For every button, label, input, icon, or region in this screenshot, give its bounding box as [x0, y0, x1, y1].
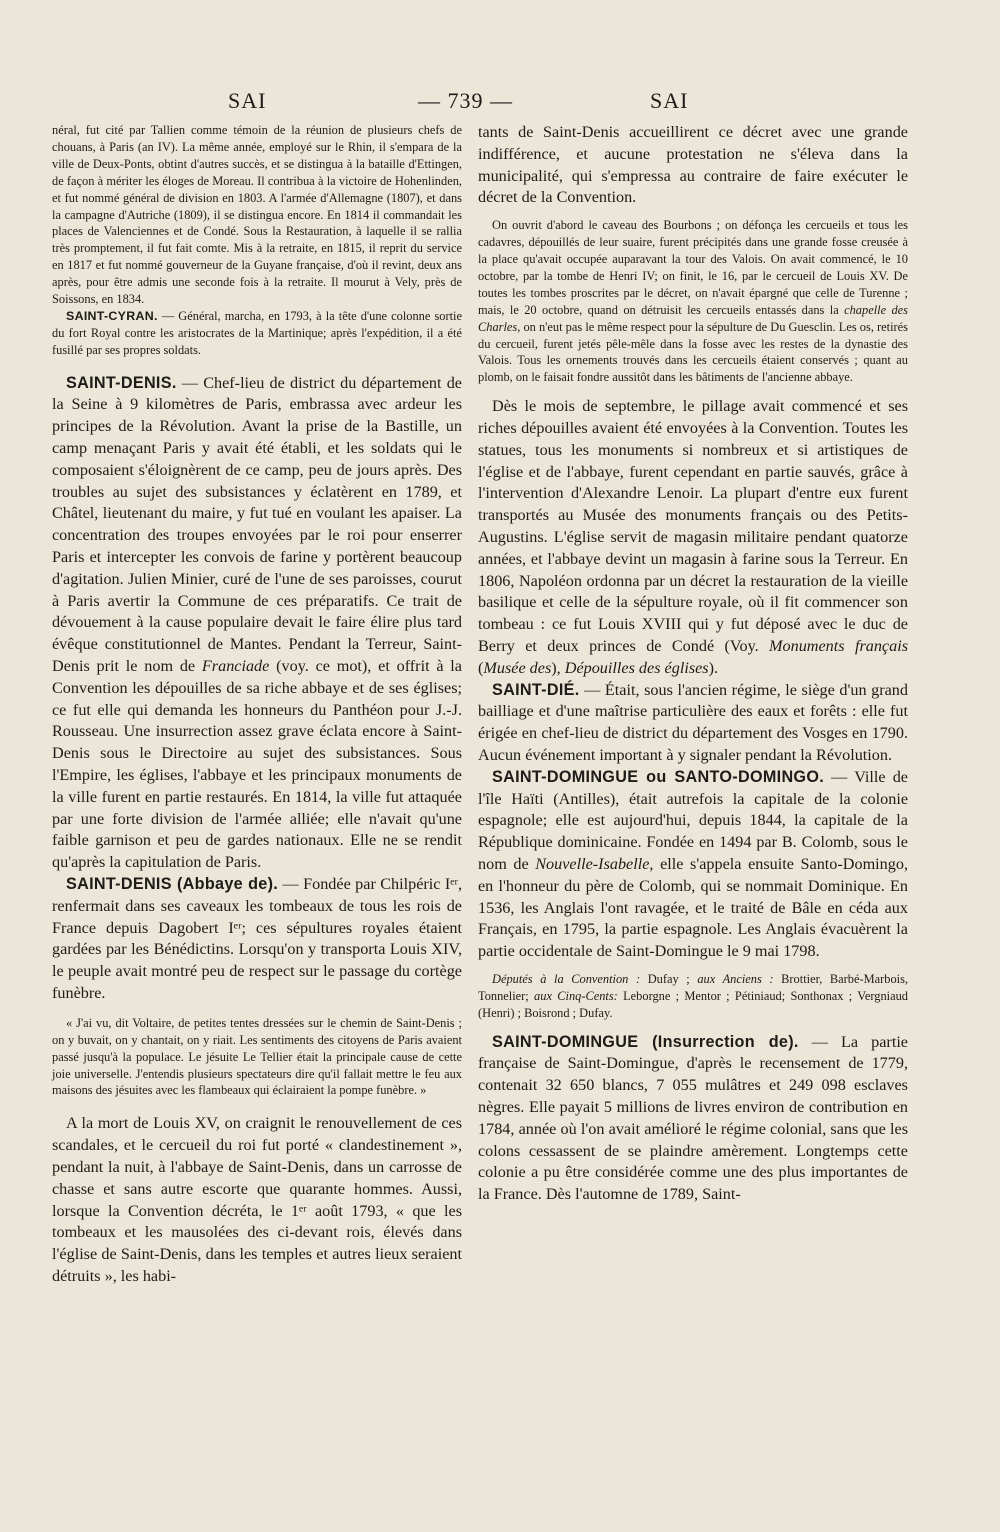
entry-saint-denis: [52, 373, 462, 874]
voltaire-quote: « J'ai vu, dit Voltaire, de petites tentes dressées sur le chemin de Saint-Denis ; on y buvait, on y chantait, on y riait. Les sentiments des citoyens de Paris avaient passé jusqu'à la populace. Le jésuite Le Tellier était la principale cause de cette joie universelle. J'entendis plusieurs spectateurs dire qu'il fallait mettre le feu aux maisons des jésuites avec les flambeaux qui éclairaient la pompe funèbre. »: [52, 1015, 462, 1098]
caveau-italic: chapelle des Charles: [478, 302, 908, 334]
headword-saint-cyran: SAINT-CYRAN.: [66, 308, 158, 323]
pillage-text-d: ).: [708, 658, 719, 677]
pillage-text-a: Dès le mois de septembre, le pillage avait commencé et ses riches dépouilles avaient été envoyées à la Convention. Toutes les statues, tous les monuments si nombreux et si artistiques de l'église et de l'abbaye, furent cependant en partie sauvés, grâce à l'intervention d'Alexandre Lenoir. La plupart d'entre eux furent transportés au Musée des monuments français ou des Petits-Augustins. L'église servit de magasin militaire pendant quatorze années, et l'abbaye devint un magasin à farine sous la Terreur. En 1806, Napoléon ordonna par un décret la restauration de la vieille basilique et celle de la sépulture royale, où il fit commencer son tombeau : ce fut Louis XVIII qui y fut déposé avec le duc de Berry et deux princes de Condé (Voy.: [478, 397, 908, 656]
caveau-text-b: , on n'eut pas le même respect pour la sépulture de Du Guesclin. Les os, retirés du cercueil, furent jetés pêle-mêle dans la fosse avec les restes de la dynastie des Valois. Tous les ornements trouvés dans les cercueils étaient conservés ; quant au plomb, on le faisait fondre aussitôt dans les bâtiments de l'ancienne abbaye.: [478, 319, 908, 385]
entry-saint-die: [478, 680, 908, 767]
pillage-italic-1: Monuments français: [769, 637, 909, 656]
deputes-text-b: Brottier, Barbé-Marbois, Tonnelier;: [478, 971, 909, 1003]
deputes-label-convention: Députés à la Convention :: [492, 971, 641, 986]
entry-saint-domingue-text-b: , elle s'appela ensuite Santo-Domingo, en l'honneur du père de Colomb, qui se nommait Dominique. En 1536, les Anglais l'ont ravagée, et le traité de Bâle en céda aux Français, en 1795, la partie espagnole. Les Anglais évacuèrent la partie occidentale de Saint-Domingue le 9 mai 1798.: [478, 854, 908, 961]
entry-saint-domingue-insurrection-text: — La partie française de Saint-Domingue, d'après le recensement de 1779, contenait 32 650 blancs, 7 055 mulâtres et 249 098 esclaves nègres. Elle payait 5 millions de livres environ de contribution en 1784, année où l'on avait amélioré le régime colonial, sans que les colons cessassent de se plaindre amèrement. Longtemps cette colonie a pu être considérée comme une des plus importantes de la France. Dès l'automne de 1789, Saint-: [478, 1032, 908, 1204]
paragraph-habitants: tants de Saint-Denis accueillirent ce décret avec une grande indifférence, et aucune protestation ne s'éleva dans la municipalité, qui s'empressa au contraire de faire exécuter le décret de la Convention.: [478, 123, 908, 207]
entry-saint-domingue: [478, 767, 908, 963]
paragraph-pillage: [478, 396, 908, 679]
headword-saint-denis: SAINT-DENIS.: [66, 373, 177, 392]
entry-saint-denis-text-b: (voy. ce mot), et offrit à la Convention les dépouilles de sa riche abbaye et de ses églises; ce fut elle qui demanda les honneurs du Panthéon pour J.-J. Rousseau. Une insurrection assez grave éclata encore à Saint-Denis sous le Directoire au sujet des subsistances. Sous l'Empire, les églises, l'abbaye et les principaux monuments de la ville furent en partie restaurés. En 1814, la ville fut attaquée par une forte division de l'armée alliée; elle n'avait qu'une faible garnison et peu de gardes nationaux. Elle ne se rendit qu'après la capitulation de Paris.: [52, 657, 462, 872]
paragraph-caveau-bourbons: [478, 217, 908, 386]
pillage-text-b: (: [478, 658, 484, 677]
pillage-text-c: ),: [551, 658, 565, 677]
pillage-italic-2: Musée des: [483, 658, 552, 677]
deputes-label-cinq-cents: aux Cinq-Cents:: [534, 988, 618, 1003]
left-column: [52, 122, 462, 1288]
entry-saint-domingue-italic: Nouvelle-Isabelle: [535, 854, 650, 873]
deputes-text-a: Dufay ;: [640, 971, 698, 986]
deputes-label-anciens: aux Anciens :: [697, 971, 774, 986]
entry-saint-denis-abbaye-text: — Fondée par Chilpéric Iᵉʳ, renfermait dans ses caveaux les tombeaux de tous les rois de France depuis Dagobert Iᵉʳ; ces sépultures royales étaient gardées par les Bénédictins. Lorsqu'on y transporta Louis XIV, le peuple avait montré peu de respect sur le passage du cortège funèbre.: [52, 875, 462, 1002]
running-head-right: SAI: [650, 88, 689, 113]
headword-saint-domingue-insurrection: SAINT-DOMINGUE (Insurrection de).: [492, 1032, 799, 1051]
pillage-italic-3: Dépouilles des églises: [564, 658, 709, 677]
deputes-text-c: Leborgne ; Mentor ; Pétiniaud; Sonthonax ; Vergniaud (Henri) ; Boisrond ; Dufay.: [478, 988, 908, 1020]
entry-saint-cyr-continued: néral, fut cité par Tallien comme témoin de la réunion de plusieurs chefs de chouans, à Paris (an IV). La même année, employé sur le Rhin, il s'empara de la ville de Deux-Ponts, obtint d'autres succès, et se distingua à la bataille d'Ettingen, de façon à mériter les éloges de Moreau. Il contribua à la victoire de Hohenlinden, et fut nommé général de division en 1803. A l'armée d'Allemagne (1807), et dans la campagne d'Autriche (1809), il se distingua encore. En 1814 il commandait les places de Valenciennes et de Condé. Sous la Restauration, à laquelle il se rallia très promptement, il fut fait comte. Mis à la retraite, en 1815, il reprit du service en 1817 et fut nommé gouverneur de la Guyane française, d'où il revint, deux ans après, pour être admis une seconde fois à la retraite. Il mourut à Vely, près de Soissons, en 1834.: [52, 123, 462, 307]
entry-saint-denis-text-a: — Chef-lieu de district du département de la Seine à 9 kilomètres de Paris, embrassa avec ardeur les principes de la Révolution. Avant la prise de la Bastille, un camp menaçant Paris y avait été établi, et les soldats qui le composaient s'éloignèrent de ce camp, peu de jours après. Des troubles au sujet des subsistances y éclatèrent en 1789, et Châtel, lieutenant du maire, y fut tué en voulant les apaiser. La concentration des troupes envoyées par le roi pour enserrer Paris et intercepter les convois de farine y portèrent beaucoup d'agitation. Julien Minier, curé de l'une de ses paroisses, courut à Paris avertir la Commune de ces préparatifs. Ce trait de dévouement à la cause populaire devait le faire élire plus tard évêque constitutionnel de Mantes. Pendant la Terreur, Saint-Denis prit le nom de: [52, 373, 462, 676]
entry-saint-domingue-insurrection: [478, 1032, 908, 1206]
page-number: — 739 —: [418, 88, 513, 113]
deputes-list: [478, 971, 908, 1022]
entry-saint-cyran-text: — Général, marcha, en 1793, à la tête d'une colonne sortie du fort Royal contre les aristocrates de la Martinique; après l'expédition, il a été fusillé par ses propres soldats.: [52, 308, 462, 357]
paragraph-louis-xv: A la mort de Louis XV, on craignit le renouvellement de ces scandales, et le cercueil du roi fut porté « clandestinement », pendant la nuit, à l'abbaye de Saint-Denis, dans un carrosse de chasse et sans autre escorte que quarante hommes. Aussi, lorsque la Convention décréta, le 1ᵉʳ août 1793, « que les tombeaux et les mausolées des ci-devant rois, élevés dans l'église de Saint-Denis, dans les temples et autres lieux seraient détruits », les habi-: [52, 1114, 462, 1285]
right-column: [478, 122, 908, 1206]
headword-saint-die: SAINT-DIÉ.: [492, 680, 580, 699]
headword-saint-domingue: SAINT-DOMINGUE ou SANTO-DOMINGO.: [492, 767, 825, 786]
entry-saint-die-text: — Était, sous l'ancien régime, le siège d'un grand bailliage et d'une maîtrise particulière des eaux et forêts : elle fut érigée en chef-lieu de district du département des Vosges en 1790. Aucun événement important à y signaler pendant la Révolution.: [478, 680, 908, 764]
entry-saint-denis-abbaye: [52, 874, 462, 1005]
running-head-left: SAI: [228, 88, 267, 113]
entry-saint-cyran: [52, 308, 462, 359]
entry-saint-domingue-text-a: — Ville de l'île Haïti (Antilles), était autrefois la capitale de la colonie espagnole; elle est aujourd'hui, depuis 1844, la capitale de la République dominicaine. Fondée en 1494 par B. Colomb, sous le nom de: [478, 767, 908, 873]
caveau-text-a: On ouvrit d'abord le caveau des Bourbons ; on défonça les cercueils et tous les cadavres, dépouillés de leur suaire, furent précipités dans une grande fosse creusée à la place qu'avait occupée auparavant la tour des Valois. On avait commencé, le 10 octobre, par la tombe de Henri IV; on finit, le 16, par le cercueil de Louis XV. De toutes les tombes proscrites par le décret, on n'avait épargné que celle de Turenne ; mais, le 20 octobre, quand on détruisit les cercueils entassés dans la: [478, 218, 908, 317]
headword-saint-denis-abbaye: SAINT-DENIS (Abbaye de).: [66, 875, 279, 894]
entry-saint-denis-italic: Franciade: [201, 657, 270, 676]
